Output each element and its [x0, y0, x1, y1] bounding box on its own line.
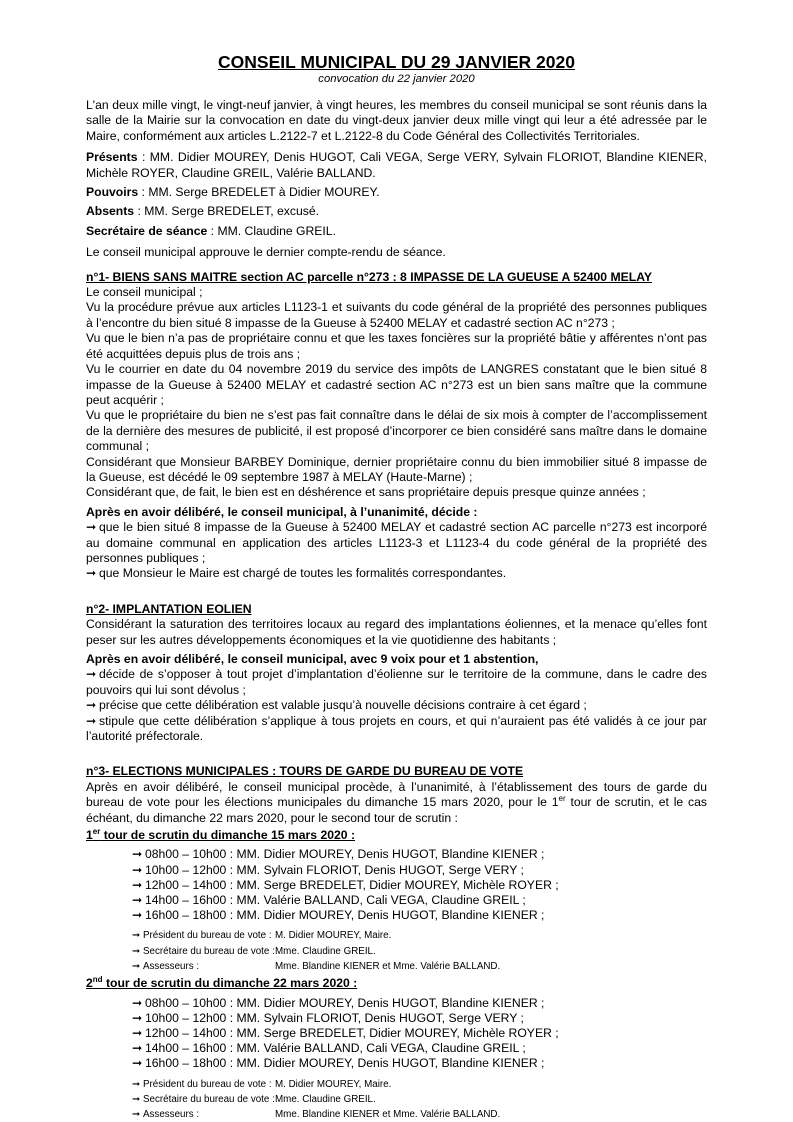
section-1-paragraph: Vu que le propriétaire du bien ne s’est pas fait connaître dans le délai de six mois à compter de l’accomplissement de la dernière des mesures de publicité, il est proposé d’incorporer ce bien considéré sans maître dans le domaine communal ;: [86, 408, 707, 454]
section-3-paragraph-b: tour de scrutin, et le cas échéant, du dimanche 22 mars 2020, pour le second tour de scrutin :: [86, 795, 707, 825]
absents-value: : MM. Serge BREDELET, excusé.: [134, 204, 319, 219]
approval-line: Le conseil municipal approuve le dernier compte-rendu de séance.: [86, 245, 446, 260]
presents-label: Présents: [86, 150, 138, 165]
time-slot-text: 08h00 – 10h00 : MM. Didier MOUREY, Denis HUGOT, Blandine KIENER ;: [145, 995, 545, 1010]
time-slot-text: 16h00 – 18h00 : MM. Didier MOUREY, Denis HUGOT, Blandine KIENER ;: [145, 908, 545, 923]
role-value: Mme. Blandine KIENER et Mme. Valérie BALLAND.: [275, 1108, 501, 1120]
section-3-paragraph-a: Après en avoir délibéré, le conseil municipal procède, à l’unanimité, à l’établissement des tours de garde du bureau de vote pour les élections municipales du dimanche 15 mars 2020, pour le 1: [86, 779, 707, 810]
role-row: [132, 1077, 707, 1092]
arrow-icon: ➞: [132, 1025, 143, 1040]
pouvoirs-label: Pouvoirs: [86, 185, 139, 200]
time-slot-text: 14h00 – 16h00 : MM. Valérie BALLAND, Cali VEGA, Claudine GREIL ;: [145, 893, 526, 908]
absents-line: [86, 204, 707, 219]
role-value: Mme. Claudine GREIL.: [275, 1093, 376, 1105]
role-label-text: Assesseurs :: [143, 1108, 200, 1120]
arrow-icon: ➞: [86, 566, 97, 581]
time-slot-text: 14h00 – 16h00 : MM. Valérie BALLAND, Cali VEGA, Claudine GREIL ;: [145, 1041, 526, 1056]
section-1-paragraph: Considérant que, de fait, le bien est en déshérence et sans propriétaire depuis presque quinze années ;: [86, 485, 646, 500]
section-1-paragraph: Considérant que Monsieur BARBEY Dominique, dernier propriétaire connu du bien immobilier situé 8 impasse de la Gueuse, est décédé le 09 septembre 1987 à MELAY (Haute-Marne) ;: [86, 454, 707, 484]
arrow-icon: ➞: [132, 847, 143, 862]
document-title: CONSEIL MUNICIPAL DU 29 JANVIER 2020: [218, 52, 575, 72]
section-1-item: [86, 520, 707, 566]
time-slot-text: 16h00 – 18h00 : MM. Didier MOUREY, Denis HUGOT, Blandine KIENER ;: [145, 1056, 545, 1071]
pouvoirs-line: [86, 185, 707, 200]
arrow-icon: ➞: [132, 1041, 143, 1056]
arrow-icon: ➞: [132, 893, 143, 908]
role-label-text: Président du bureau de vote :: [143, 930, 272, 942]
role-value: Mme. Blandine KIENER et Mme. Valérie BALLAND.: [275, 960, 501, 972]
role-label-text: Président du bureau de vote :: [143, 1078, 272, 1090]
section-2-decision: Après en avoir délibéré, le conseil municipal, avec 9 voix pour et 1 abstention,: [86, 652, 539, 666]
time-slot-text: 10h00 – 12h00 : MM. Sylvain FLORIOT, Denis HUGOT, Serge VERY ;: [145, 1010, 524, 1025]
section-3-title: n°3- ELECTIONS MUNICIPALES : TOURS DE GARDE DU BUREAU DE VOTE: [86, 764, 524, 779]
time-slot: [132, 908, 707, 923]
time-slot-text: 12h00 – 14h00 : MM. Serge BREDELET, Didier MOUREY, Michèle ROYER ;: [145, 1025, 559, 1040]
role-row: [132, 928, 707, 943]
arrow-icon: ➞: [132, 1056, 143, 1071]
tour-1-title: [86, 828, 707, 843]
role-label: [132, 1107, 275, 1122]
presents-value: : MM. Didier MOUREY, Denis HUGOT, Cali VEGA, Serge VERY, Sylvain FLORIOT, Blandine KIENER, Michèle ROYER, Claudine GREIL, Valérie BALLAND.: [86, 150, 707, 180]
convocation-date: convocation du 22 janvier 2020: [318, 73, 475, 85]
time-slot-text: 12h00 – 14h00 : MM. Serge BREDELET, Didier MOUREY, Michèle ROYER ;: [145, 877, 559, 892]
section-3-paragraph: [86, 780, 707, 826]
role-label-text: Secrétaire du bureau de vote :: [143, 1093, 275, 1105]
section-2-paragraph: Considérant la saturation des territoires locaux au regard des implantations éoliennes, et la menace qu’elles font peser sur les autres développements économiques et la vie quotidienne des habitants ;: [86, 617, 707, 647]
section-1-item: [86, 566, 707, 581]
section-2-item-text: précise que cette délibération est valable jusqu’à nouvelle décisions contraire à cet égard ;: [99, 698, 587, 713]
intro-paragraph: L'an deux mille vingt, le vingt-neuf janvier, à vingt heures, les membres du conseil municipal se sont réunis dans la salle de la Mairie sur la convocation en date du vingt-deux janvier deux mille vingt qui leur a été adressée par le Maire, conformément aux articles L.2122-7 et L.2122-8 du Code Général des Collectivités Territoriales.: [86, 98, 707, 143]
role-row: [132, 1107, 707, 1122]
arrow-icon: ➞: [132, 1108, 141, 1120]
tour-2-slots: [86, 996, 707, 1072]
section-2-title: n°2- IMPLANTATION EOLIEN: [86, 601, 252, 616]
time-slot: [132, 1056, 707, 1071]
role-value: Mme. Claudine GREIL.: [275, 945, 376, 957]
tour-2-title-text: tour de scrutin du dimanche 22 mars 2020 :: [102, 976, 358, 991]
role-label: [132, 1077, 275, 1092]
arrow-icon: ➞: [86, 667, 97, 682]
tour-2-roles: [86, 1077, 707, 1122]
section-2-item: [86, 698, 707, 713]
section-2-item-text: stipule que cette délibération s’applique à tous projets en cours, et qui n’auraient pas été validés à ce jour par l’autorité préfectorale.: [86, 713, 707, 744]
time-slot-text: 10h00 – 12h00 : MM. Sylvain FLORIOT, Denis HUGOT, Serge VERY ;: [145, 862, 524, 877]
section-1-paragraph: Vu que le bien n’a pas de propriétaire connu et que les taxes foncières sur la propriété bâtie y afférentes n’ont pas été acquittées depuis plus de trois ans ;: [86, 331, 707, 361]
time-slot: [132, 878, 707, 893]
section-1-title: n°1- BIENS SANS MAITRE section AC parcelle n°273 : 8 IMPASSE DE LA GUEUSE A 52400 MELAY: [86, 269, 653, 284]
role-row: [132, 944, 707, 959]
section-1-paragraph: Vu le courrier en date du 04 novembre 2019 du service des impôts de LANGRES constatant que le bien situé 8 impasse de la Gueuse à 52400 MELAY et cadastré section AC n°273 est un bien sans maître que la commune peut acquérir ;: [86, 362, 707, 407]
tour-2-num: 2: [86, 976, 93, 991]
time-slot: [132, 1026, 707, 1041]
role-label: [132, 944, 275, 959]
arrow-icon: ➞: [132, 908, 143, 923]
arrow-icon: ➞: [132, 1078, 141, 1090]
arrow-icon: ➞: [132, 862, 143, 877]
section-1-item-text: que Monsieur le Maire est chargé de toutes les formalités correspondantes.: [99, 566, 507, 581]
time-slot: [132, 893, 707, 908]
arrow-icon: ➞: [132, 1093, 141, 1105]
tour-1-slots: [86, 847, 707, 923]
superscript: er: [92, 827, 101, 836]
section-1-paragraph: Vu la procédure prévue aux articles L1123-1 et suivants du code général de la propriété des personnes publiques à l’encontre du bien situé 8 impasse de la Gueuse à 52400 MELAY et cadastré section AC n°273 ;: [86, 300, 707, 330]
secretaire-value: : MM. Claudine GREIL.: [207, 223, 336, 238]
role-label-text: Secrétaire du bureau de vote :: [143, 945, 275, 957]
role-row: [132, 959, 707, 974]
tour-1-roles: [86, 928, 707, 974]
arrow-icon: ➞: [132, 945, 141, 957]
section-2-item: [86, 667, 707, 698]
role-label: [132, 928, 275, 943]
absents-label: Absents: [86, 204, 135, 219]
section-2-item-text: décide de s’opposer à tout projet d’implantation d’éolienne sur le territoire de la commune, dans le cadre des pouvoirs qui lui sont dévolus ;: [86, 667, 707, 697]
tour-1-num: 1: [86, 828, 93, 843]
role-label-text: Assesseurs :: [143, 960, 200, 972]
time-slot: [132, 1011, 707, 1026]
time-slot: [132, 863, 707, 878]
section-1-decision: Après en avoir délibéré, le conseil municipal, à l’unanimité, décide :: [86, 504, 478, 519]
role-value: M. Didier MOUREY, Maire.: [275, 1078, 392, 1090]
time-slot: [132, 996, 707, 1011]
time-slot: [132, 847, 707, 862]
presents-line: [86, 150, 707, 181]
arrow-icon: ➞: [86, 713, 97, 728]
role-row: [132, 1092, 707, 1107]
tour-2-title: [86, 976, 707, 991]
section-1-paragraph: Le conseil municipal ;: [86, 285, 203, 300]
section-2-item: [86, 714, 707, 745]
section-1-item-text: que le bien situé 8 impasse de la Gueuse à 52400 MELAY et cadastré section AC parcelle n°273 est incorporé au domaine communal en application des articles L1123-3 et L1123-4 du code général de la propriété des personnes publiques ;: [86, 520, 707, 565]
secretaire-label: Secrétaire de séance: [86, 223, 208, 238]
arrow-icon: ➞: [132, 877, 143, 892]
role-label: [132, 959, 275, 974]
tour-1-title-text: tour de scrutin du dimanche 15 mars 2020 :: [100, 828, 356, 843]
arrow-icon: ➞: [132, 1010, 143, 1025]
arrow-icon: ➞: [86, 520, 97, 535]
time-slot: [132, 1041, 707, 1056]
superscript: er: [558, 794, 566, 804]
time-slot-text: 08h00 – 10h00 : MM. Didier MOUREY, Denis HUGOT, Blandine KIENER ;: [145, 847, 545, 862]
pouvoirs-value: : MM. Serge BREDELET à Didier MOUREY.: [138, 185, 380, 200]
arrow-icon: ➞: [132, 995, 143, 1010]
superscript: nd: [92, 975, 103, 985]
role-value: M. Didier MOUREY, Maire.: [275, 930, 392, 942]
arrow-icon: ➞: [86, 698, 97, 713]
role-label: [132, 1092, 275, 1107]
arrow-icon: ➞: [132, 960, 141, 972]
arrow-icon: ➞: [132, 930, 141, 942]
secretaire-line: [86, 224, 707, 239]
